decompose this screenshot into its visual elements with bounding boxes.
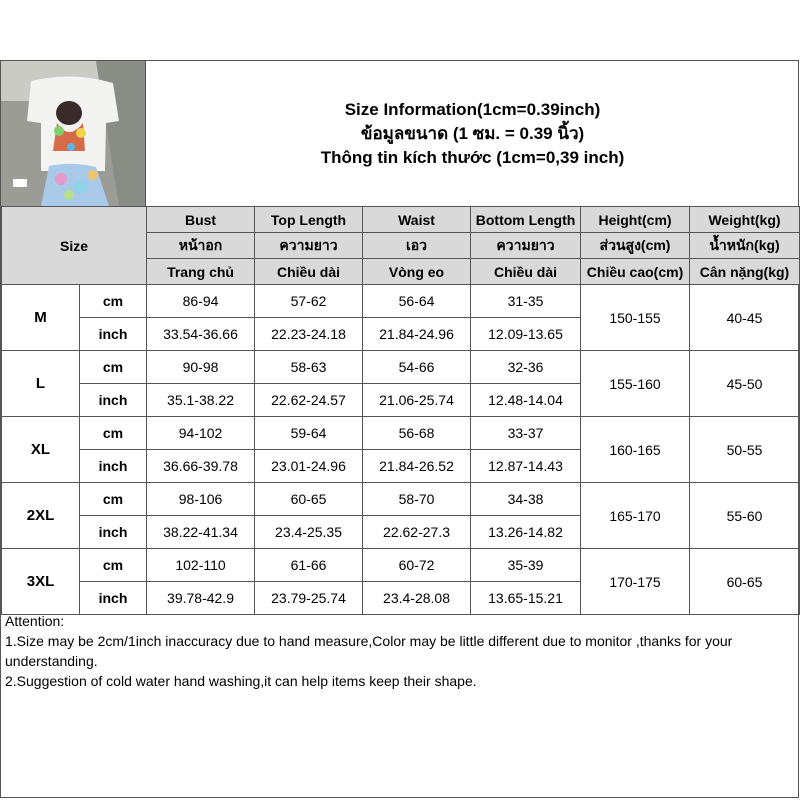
- unit-label: cm: [80, 483, 147, 516]
- size-column-header: Size: [2, 207, 147, 285]
- table-row: [2, 549, 800, 582]
- unit-label: cm: [80, 285, 147, 318]
- table-cell: 60-65: [255, 483, 363, 516]
- unit-label: inch: [80, 450, 147, 483]
- table-cell: 13.65-15.21: [471, 582, 581, 615]
- table-row: [2, 417, 800, 450]
- note-line: 2.Suggestion of cold water hand washing,it can help items keep their shape.: [5, 673, 477, 689]
- unit-label: inch: [80, 384, 147, 417]
- table-cell: 23.01-24.96: [255, 450, 363, 483]
- col-header-en: Waist: [363, 207, 471, 233]
- table-row: [2, 285, 800, 318]
- table-cell: 35.1-38.22: [147, 384, 255, 417]
- height-cell: 170-175: [581, 549, 690, 615]
- col-header-en: Height(cm): [581, 207, 690, 233]
- size-label: 2XL: [2, 483, 80, 549]
- table-cell: 34-38: [471, 483, 581, 516]
- weight-cell: 50-55: [690, 417, 800, 483]
- table-cell: 90-98: [147, 351, 255, 384]
- notes-heading: Attention:: [5, 613, 65, 629]
- table-cell: 98-106: [147, 483, 255, 516]
- table-cell: 22.62-24.57: [255, 384, 363, 417]
- size-table: [1, 206, 800, 615]
- title-thai: ข้อมูลขนาด (1 ซม. = 0.39 นิ้ว): [360, 123, 585, 143]
- unit-label: inch: [80, 318, 147, 351]
- table-cell: 56-68: [363, 417, 471, 450]
- table-cell: 33-37: [471, 417, 581, 450]
- size-label: M: [2, 285, 80, 351]
- col-header-en: Weight(kg): [690, 207, 800, 233]
- title-vietnamese: Thông tin kích thước (1cm=0,39 inch): [320, 147, 625, 167]
- col-header-th: ส่วนสูง(cm): [581, 233, 690, 259]
- unit-label: inch: [80, 582, 147, 615]
- table-row: [2, 351, 800, 384]
- product-photo-image: [1, 61, 146, 206]
- table-cell: 56-64: [363, 285, 471, 318]
- chart-header: [1, 61, 798, 206]
- weight-cell: 45-50: [690, 351, 800, 417]
- col-header-vi: Cân nặng(kg): [690, 259, 800, 285]
- height-cell: 150-155: [581, 285, 690, 351]
- table-cell: 35-39: [471, 549, 581, 582]
- table-cell: 23.79-25.74: [255, 582, 363, 615]
- table-cell: 86-94: [147, 285, 255, 318]
- weight-cell: 55-60: [690, 483, 800, 549]
- table-cell: 58-70: [363, 483, 471, 516]
- col-header-vi: Chiều cao(cm): [581, 259, 690, 285]
- size-chart: [0, 60, 799, 798]
- unit-label: cm: [80, 351, 147, 384]
- weight-cell: 60-65: [690, 549, 800, 615]
- table-cell: 39.78-42.9: [147, 582, 255, 615]
- table-cell: 61-66: [255, 549, 363, 582]
- table-cell: 12.87-14.43: [471, 450, 581, 483]
- unit-label: cm: [80, 417, 147, 450]
- col-header-th: หน้าอก: [147, 233, 255, 259]
- size-label: XL: [2, 417, 80, 483]
- table-cell: 21.84-24.96: [363, 318, 471, 351]
- title-english: Size Information(1cm=0.39inch): [344, 99, 601, 119]
- table-cell: 23.4-25.35: [255, 516, 363, 549]
- table-cell: 59-64: [255, 417, 363, 450]
- table-cell: 13.26-14.82: [471, 516, 581, 549]
- col-header-en: Top Length: [255, 207, 363, 233]
- table-cell: 38.22-41.34: [147, 516, 255, 549]
- col-header-vi: Trang chủ: [147, 259, 255, 285]
- table-cell: 23.4-28.08: [363, 582, 471, 615]
- col-header-th: ความยาว: [255, 233, 363, 259]
- col-header-en: Bottom Length: [471, 207, 581, 233]
- table-cell: 32-36: [471, 351, 581, 384]
- table-cell: 33.54-36.66: [147, 318, 255, 351]
- table-row: [2, 483, 800, 516]
- table-cell: 21.06-25.74: [363, 384, 471, 417]
- table-cell: 12.09-13.65: [471, 318, 581, 351]
- table-cell: 94-102: [147, 417, 255, 450]
- table-cell: 54-66: [363, 351, 471, 384]
- table-cell: 22.62-27.3: [363, 516, 471, 549]
- height-cell: 155-160: [581, 351, 690, 417]
- table-cell: 22.23-24.18: [255, 318, 363, 351]
- note-line: 1.Size may be 2cm/1inch inaccuracy due to hand measure,Color may be little different due to monitor ,thanks for your understanding.: [5, 633, 733, 669]
- table-cell: 57-62: [255, 285, 363, 318]
- unit-label: cm: [80, 549, 147, 582]
- table-cell: 102-110: [147, 549, 255, 582]
- height-cell: 165-170: [581, 483, 690, 549]
- size-label: 3XL: [2, 549, 80, 615]
- col-header-th: ความยาว: [471, 233, 581, 259]
- height-cell: 160-165: [581, 417, 690, 483]
- col-header-th: น้ำหนัก(kg): [690, 233, 800, 259]
- header-row-en: [2, 207, 800, 233]
- table-cell: 36.66-39.78: [147, 450, 255, 483]
- size-label: L: [2, 351, 80, 417]
- table-cell: 60-72: [363, 549, 471, 582]
- table-cell: 31-35: [471, 285, 581, 318]
- attention-notes: [1, 607, 798, 695]
- col-header-en: Bust: [147, 207, 255, 233]
- unit-label: inch: [80, 516, 147, 549]
- title-block: [147, 61, 798, 206]
- col-header-vi: Chiều dài: [471, 259, 581, 285]
- col-header-vi: Vòng eo: [363, 259, 471, 285]
- table-cell: 21.84-26.52: [363, 450, 471, 483]
- weight-cell: 40-45: [690, 285, 800, 351]
- col-header-th: เอว: [363, 233, 471, 259]
- col-header-vi: Chiều dài: [255, 259, 363, 285]
- table-cell: 58-63: [255, 351, 363, 384]
- table-cell: 12.48-14.04: [471, 384, 581, 417]
- product-photo: [1, 61, 146, 206]
